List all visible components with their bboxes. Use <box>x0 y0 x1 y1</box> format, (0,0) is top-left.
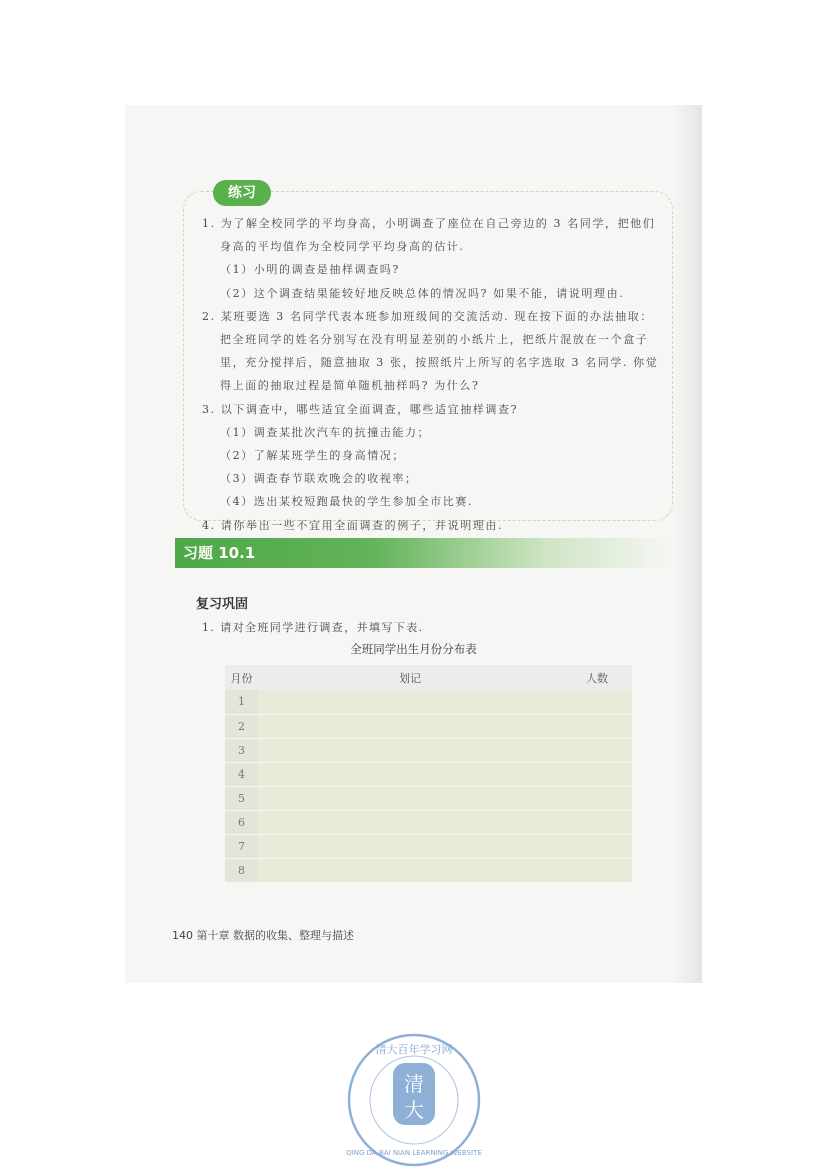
line: 3. 以下调查中，哪些适宜全面调查，哪些适宜抽样调查? <box>202 402 519 416</box>
svg-text:QING DA BAI NIAN LEARNING WEBS: QING DA BAI NIAN LEARNING WEBSITE <box>346 1149 482 1157</box>
count-cell <box>562 690 632 714</box>
table-row <box>225 834 632 858</box>
table-row <box>225 786 632 810</box>
textbook-page <box>125 105 702 983</box>
page-footer: 140 第十章 数据的收集、整理与描述 <box>172 929 354 942</box>
table-title: 全班同学出生月份分布表 <box>350 642 477 656</box>
table-row <box>225 690 632 714</box>
line: 2. 某班要选 3 名同学代表本班参加班级间的交流活动. 现在按下面的办法抽取： <box>202 309 653 323</box>
svg-text:清大百年学习网: 清大百年学习网 <box>375 1043 453 1056</box>
exercise-badge: 练习 <box>213 180 271 206</box>
line: 1. 为了解全校同学的平均身高，小明调查了座位在自己旁边的 3 名同学，把他们 <box>202 217 656 230</box>
month-cell: 4 <box>225 762 258 786</box>
month-cell: 3 <box>225 738 258 762</box>
table-row <box>225 762 632 786</box>
line: （1）小明的调查是抽样调查吗? <box>220 263 400 277</box>
tally-cell <box>258 786 562 810</box>
count-cell <box>562 714 632 738</box>
line: 把全班同学的姓名分别写在没有明显差别的小纸片上，把纸片混放在一个盒子 <box>220 333 649 347</box>
table-row <box>225 858 632 882</box>
month-cell: 2 <box>225 714 258 738</box>
line: （4）选出某校短跑最快的学生参加全市比赛. <box>220 495 474 509</box>
count-cell <box>562 858 632 882</box>
question-1: 1. 请对全班同学进行调查，并填写下表. <box>202 621 424 634</box>
count-cell <box>562 738 632 762</box>
line: （2）了解某班学生的身高情况； <box>220 449 405 463</box>
header-count: 人数 <box>562 665 632 690</box>
table-header <box>225 665 632 690</box>
month-cell: 6 <box>225 810 258 834</box>
table-row <box>225 738 632 762</box>
tally-cell <box>258 762 562 786</box>
svg-text:大: 大 <box>404 1098 424 1122</box>
line: 得上面的抽取过程是简单随机抽样吗? 为什么? <box>220 379 480 393</box>
line: （1）调查某批次汽车的抗撞击能力； <box>220 425 431 439</box>
count-cell <box>562 834 632 858</box>
problems-banner: 习题 10.1 <box>175 538 670 568</box>
count-cell <box>562 786 632 810</box>
header-month: 月份 <box>225 665 258 690</box>
count-cell <box>562 762 632 786</box>
line: 身高的平均值作为全校同学平均身高的估计. <box>220 240 465 254</box>
birth-month-table <box>225 665 632 883</box>
watermark-seal <box>345 1033 483 1171</box>
line: （3）调查春节联欢晚会的收视率； <box>220 472 418 486</box>
exercise-text <box>202 212 658 537</box>
month-cell: 1 <box>225 690 258 714</box>
tally-cell <box>258 810 562 834</box>
tally-cell <box>258 690 562 714</box>
line: 里，充分搅拌后，随意抽取 3 张，按照纸片上所写的名字选取 3 名同学. 你觉 <box>220 356 659 370</box>
line: （2）这个调查结果能较好地反映总体的情况吗? 如果不能，请说明理由. <box>220 286 625 300</box>
svg-text:清: 清 <box>404 1072 424 1096</box>
month-cell: 7 <box>225 834 258 858</box>
table-row <box>225 810 632 834</box>
tally-cell <box>258 834 562 858</box>
tally-cell <box>258 714 562 738</box>
month-cell: 5 <box>225 786 258 810</box>
header-tally: 划记 <box>258 665 562 690</box>
count-cell <box>562 810 632 834</box>
section-heading: 复习巩固 <box>196 597 249 612</box>
tally-cell <box>258 738 562 762</box>
table-row <box>225 714 632 738</box>
line: 4. 请你举出一些不宜用全面调查的例子，并说明理由. <box>202 518 504 532</box>
month-cell: 8 <box>225 858 258 882</box>
tally-cell <box>258 858 562 882</box>
